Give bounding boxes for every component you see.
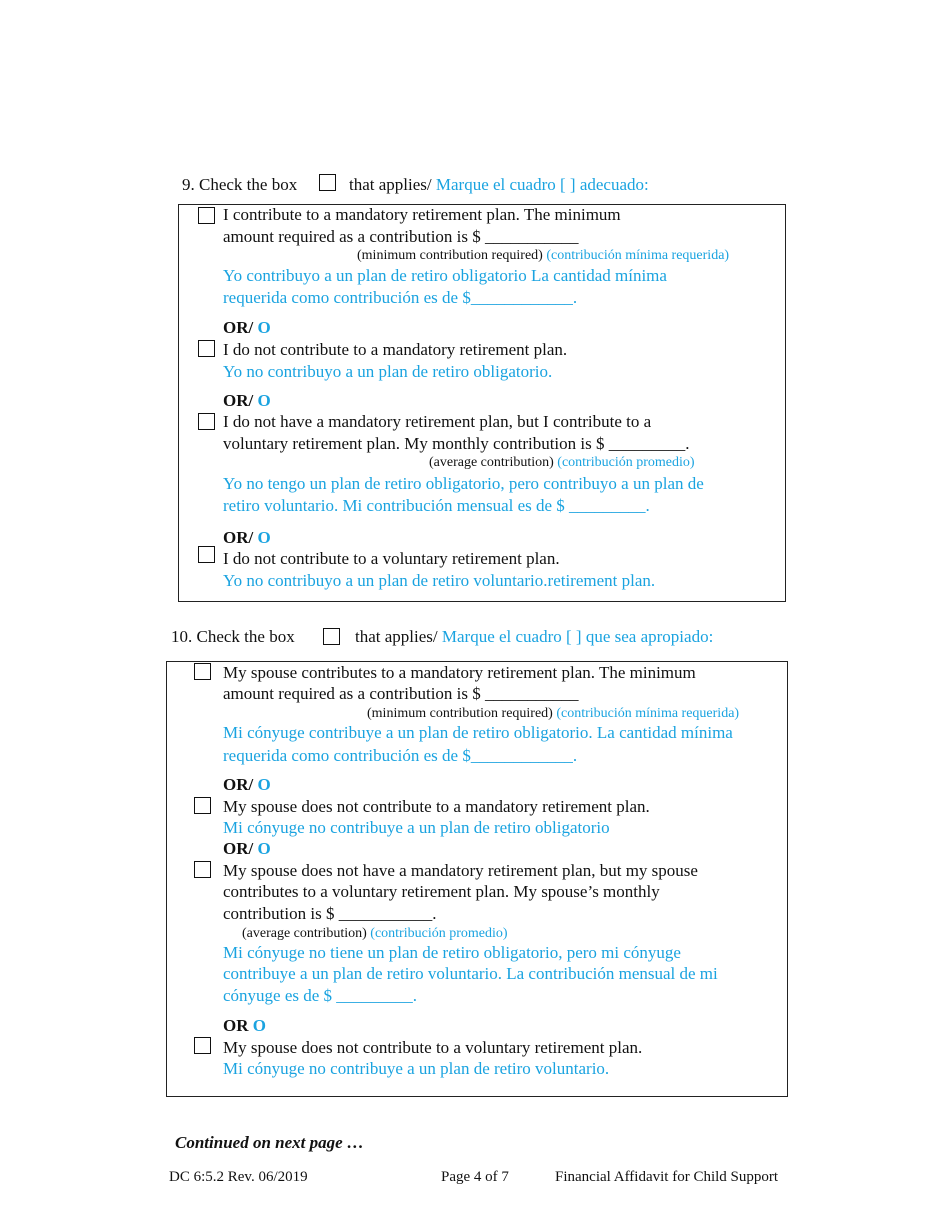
q10-opt3-note-en: (average contribution) [242,926,367,941]
continued-note: Continued on next page … [175,1133,364,1152]
q9-opt3-en-line2: voluntary retirement plan. My monthly contribution is $ _________. [223,434,690,453]
q9-prompt-2 [349,175,649,195]
q9-opt1-es-line2: requerida como contribución es de $____________. [223,288,578,307]
q9-or1-en: OR/ [223,318,254,337]
q10-or2-en: OR/ [223,839,254,858]
q9-or3-es: O [257,528,271,547]
q10-prompt-en: 10. Check the box [171,627,295,646]
q9-opt1-note-en: (minimum contribution required) [357,248,543,263]
q10-opt1-es-line2: requerida como contribución es de $____________. [223,746,578,765]
q9-or2-es: O [257,391,271,410]
q10-opt3-note [242,926,508,942]
q10-opt1-note-en: (minimum contribution required) [367,706,553,721]
q9-opt1-en-line2: amount required as a contribution is $ ___________ [223,227,579,246]
q10-opt3-en-line2: contributes to a voluntary retirement plan. My spouse’s monthly [223,882,660,901]
q9-opt3-note-es: (contribución promedio) [557,455,695,470]
q10-opt1-en-line2: amount required as a contribution is $ ___________ [223,684,579,703]
q10-prompt [171,627,295,647]
footer-page-number: Page 4 of 7 [441,1169,509,1185]
q10-or3-es: O [252,1016,266,1035]
q9-opt1-note [357,248,729,264]
q9-or1-es: O [257,318,271,337]
q9-opt3-checkbox[interactable] [198,413,215,430]
q9-prompt [182,175,297,195]
q9-opt3-en-line1: I do not have a mandatory retirement plan, but I contribute to a [223,412,652,431]
q10-opt3-en-line1: My spouse does not have a mandatory retirement plan, but my spouse [223,861,698,880]
q10-opt2-es-line1: Mi cónyuge no contribuye a un plan de retiro obligatorio [223,818,610,837]
footer-form-title: Financial Affidavit for Child Support [555,1169,779,1185]
q9-opt3-note [429,455,695,471]
q9-or3-en: OR/ [223,528,254,547]
q10-or1-en: OR/ [223,775,254,794]
q9-or2 [223,391,271,411]
q10-opt3-checkbox[interactable] [194,861,211,878]
q10-or3-en: OR [223,1016,249,1035]
q10-opt2-en-line1: My spouse does not contribute to a mandatory retirement plan. [223,797,650,816]
q9-opt4-es-line1: Yo no contribuyo a un plan de retiro voluntario.retirement plan. [223,571,656,590]
q10-opt1-en-line1: My spouse contributes to a mandatory retirement plan. The minimum [223,663,696,682]
q9-opt1-es-line1: Yo contribuyo a un plan de retiro obligatorio La cantidad mínima [223,266,667,285]
q9-or3 [223,528,271,548]
q10-opt3-es-line1: Mi cónyuge no tiene un plan de retiro obligatorio, pero mi cónyuge [223,943,681,962]
q10-opt3-note-es: (contribución promedio) [370,926,508,941]
q9-opt1-en-line1: I contribute to a mandatory retirement plan. The minimum [223,205,621,224]
q9-prompt-en: 9. Check the box [182,175,298,194]
footer-form-id: DC 6:5.2 Rev. 06/2019 [169,1169,308,1185]
q10-prompt-2 [355,627,713,647]
q9-or1 [223,318,271,338]
q9-opt3-note-en: (average contribution) [429,455,554,470]
q9-opt4-checkbox[interactable] [198,546,215,563]
q10-prompt-en2: that applies/ [355,627,438,646]
q10-or3 [223,1016,266,1036]
q10-opt4-en-line1: My spouse does not contribute to a voluntary retirement plan. [223,1038,643,1057]
q9-opt4-en-line1: I do not contribute to a voluntary retirement plan. [223,549,560,568]
q10-opt4-checkbox[interactable] [194,1037,211,1054]
q9-opt3-es-line1: Yo no tengo un plan de retiro obligatorio, pero contribuyo a un plan de [223,474,704,493]
q10-or1-es: O [257,775,271,794]
q9-opt1-checkbox[interactable] [198,207,215,224]
q10-opt1-note-es: (contribución mínima requerida) [556,706,740,721]
q10-opt1-checkbox[interactable] [194,663,211,680]
q10-prompt-es: Marque el cuadro [ ] que sea apropiado: [441,627,714,646]
q10-legend-checkbox [323,628,340,645]
q9-opt1-note-es: (contribución mínima requerida) [546,248,730,263]
q10-opt3-es-line3: cónyuge es de $ _________. [223,986,418,1005]
q10-opt1-note [367,706,739,722]
q9-opt2-checkbox[interactable] [198,340,215,357]
q10-opt4-es-line1: Mi cónyuge no contribuye a un plan de retiro voluntario. [223,1059,610,1078]
q10-or2 [223,839,271,859]
q10-opt2-checkbox[interactable] [194,797,211,814]
q10-opt3-en-line3: contribution is $ ___________. [223,904,437,923]
q10-opt3-es-line2: contribuye a un plan de retiro voluntario. La contribución mensual de mi [223,964,718,983]
q9-opt2-en-line1: I do not contribute to a mandatory retirement plan. [223,340,568,359]
q10-or1 [223,775,271,795]
q9-prompt-es: Marque el cuadro [ ] adecuado: [435,175,649,194]
q10-or2-es: O [257,839,271,858]
q9-opt3-es-line2: retiro voluntario. Mi contribución mensual es de $ _________. [223,496,650,515]
q9-or2-en: OR/ [223,391,254,410]
q9-prompt-en2: that applies/ [349,175,432,194]
q10-opt1-es-line1: Mi cónyuge contribuye a un plan de retiro obligatorio. La cantidad mínima [223,723,733,742]
q9-legend-checkbox [319,174,336,191]
q9-opt2-es-line1: Yo no contribuyo a un plan de retiro obligatorio. [223,362,553,381]
